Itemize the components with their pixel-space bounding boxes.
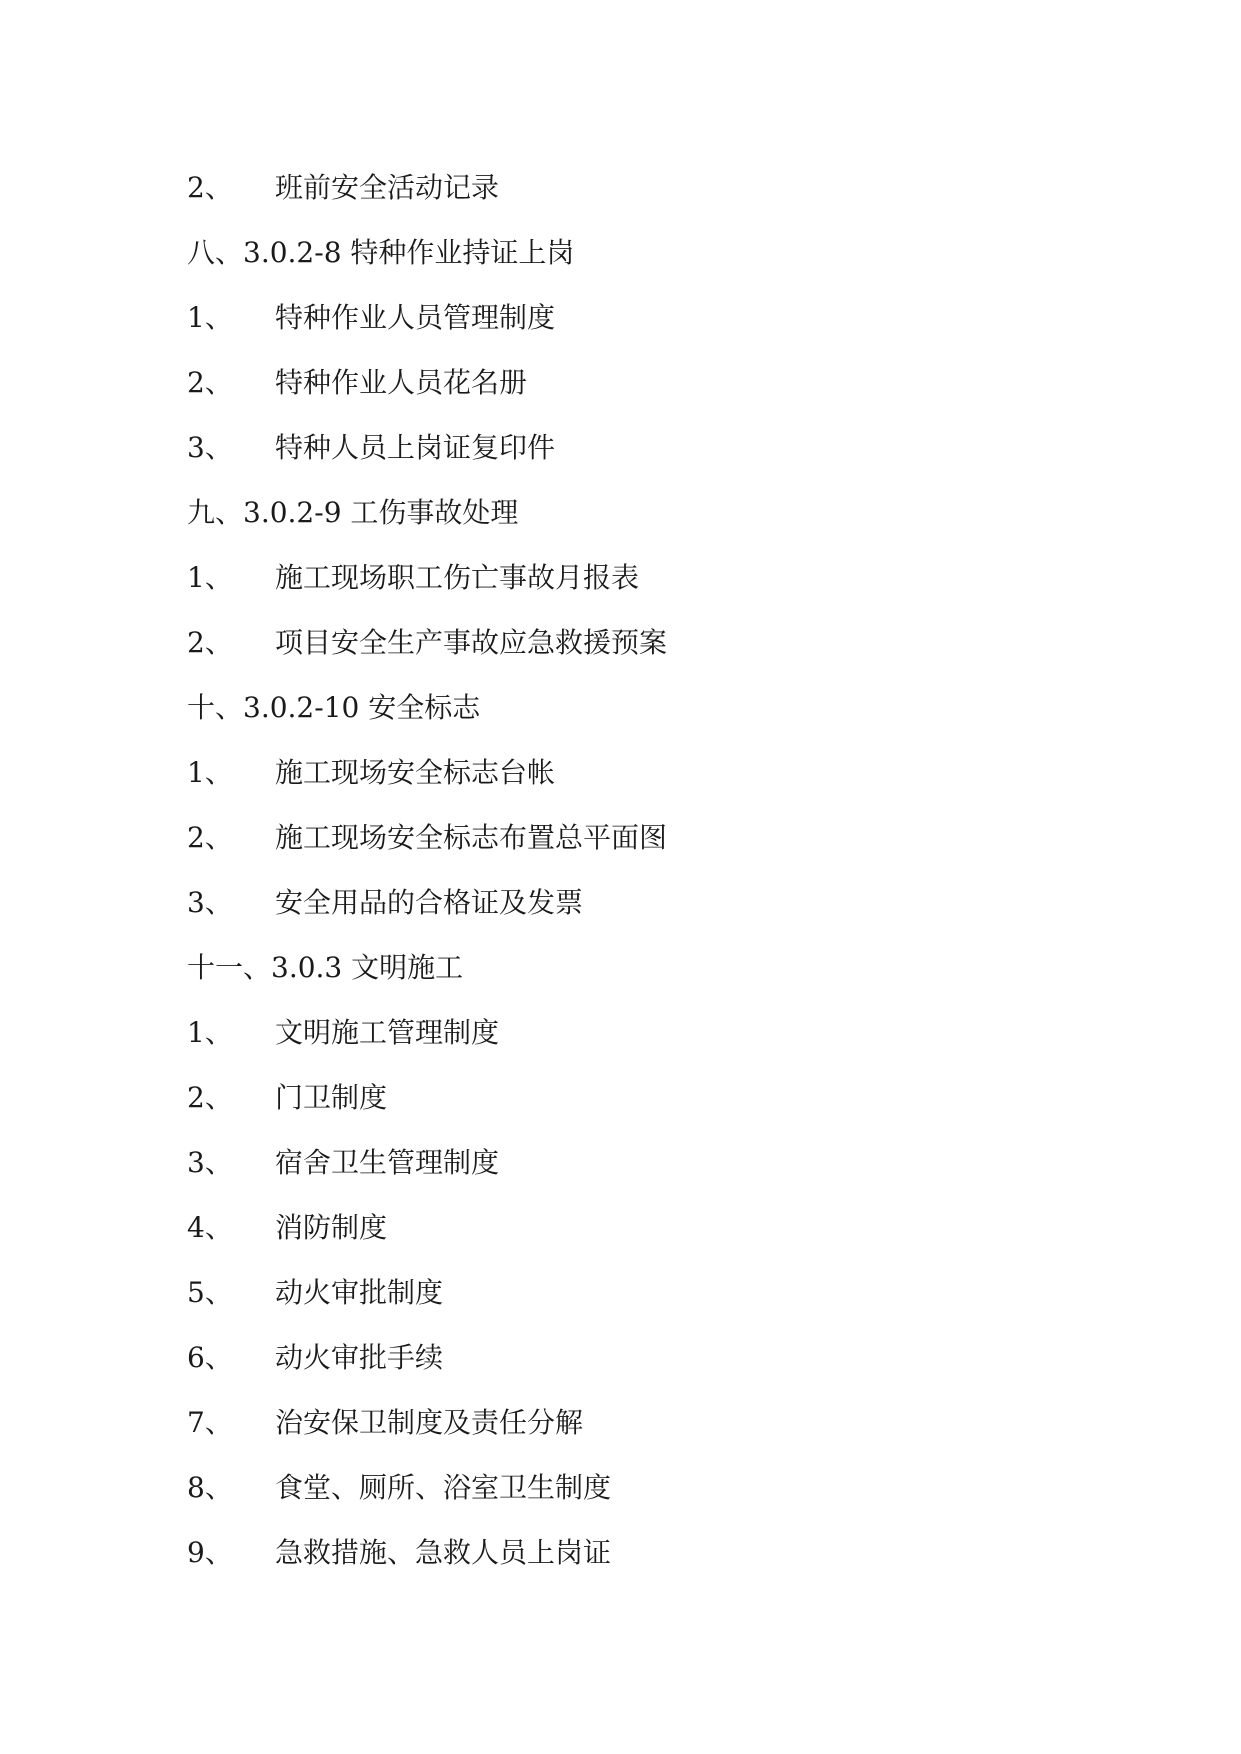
item-number: 1、 [187,756,233,789]
section-heading [187,675,1087,740]
item-number: 3、 [187,1146,233,1179]
item-number: 1、 [187,1016,233,1049]
item-number: 2、 [187,821,233,854]
item-text: 项目安全生产事故应急救援预案 [275,626,668,659]
document-body [187,155,1087,1585]
list-item [187,1390,1087,1455]
list-item [187,1130,1087,1195]
section-heading [187,220,1087,285]
item-text: 特种人员上岗证复印件 [275,431,556,464]
item-text: 特种作业人员管理制度 [275,301,556,334]
item-number: 7、 [187,1406,233,1439]
item-number: 4、 [187,1211,233,1244]
list-item [187,870,1087,935]
list-item [187,610,1087,675]
item-number: 9、 [187,1536,233,1569]
item-text: 文明施工管理制度 [275,1016,500,1049]
list-item [187,415,1087,480]
section-heading-text: 八、3.0.2-8 特种作业持证上岗 [187,236,575,269]
list-item [187,1325,1087,1390]
section-heading [187,935,1087,1000]
item-text: 班前安全活动记录 [275,171,500,204]
item-number: 2、 [187,171,233,204]
item-text: 安全用品的合格证及发票 [275,886,584,919]
item-number: 6、 [187,1341,233,1374]
item-text: 特种作业人员花名册 [275,366,528,399]
item-number: 2、 [187,626,233,659]
item-number: 5、 [187,1276,233,1309]
section-heading-text: 十、3.0.2-10 安全标志 [187,691,481,724]
list-item [187,285,1087,350]
item-text: 施工现场安全标志台帐 [275,756,556,789]
list-item [187,1000,1087,1065]
section-heading-text: 十一、3.0.3 文明施工 [187,951,464,984]
section-heading [187,480,1087,545]
item-number: 8、 [187,1471,233,1504]
item-text: 宿舍卫生管理制度 [275,1146,500,1179]
item-text: 动火审批手续 [275,1341,444,1374]
item-text: 消防制度 [275,1211,388,1244]
section-heading-text: 九、3.0.2-9 工伤事故处理 [187,496,519,529]
item-number: 3、 [187,886,233,919]
list-item [187,740,1087,805]
item-text: 门卫制度 [275,1081,388,1114]
item-text: 施工现场职工伤亡事故月报表 [275,561,640,594]
list-item [187,350,1087,415]
list-item [187,545,1087,610]
item-number: 2、 [187,366,233,399]
item-text: 施工现场安全标志布置总平面图 [275,821,668,854]
list-item [187,155,1087,220]
list-item [187,1455,1087,1520]
item-number: 2、 [187,1081,233,1114]
list-item [187,1520,1087,1585]
item-number: 3、 [187,431,233,464]
item-text: 食堂、厕所、浴室卫生制度 [275,1471,612,1504]
list-item [187,1065,1087,1130]
list-item [187,805,1087,870]
item-text: 动火审批制度 [275,1276,444,1309]
item-text: 治安保卫制度及责任分解 [275,1406,584,1439]
list-item [187,1260,1087,1325]
item-number: 1、 [187,561,233,594]
item-text: 急救措施、急救人员上岗证 [275,1536,612,1569]
list-item [187,1195,1087,1260]
item-number: 1、 [187,301,233,334]
